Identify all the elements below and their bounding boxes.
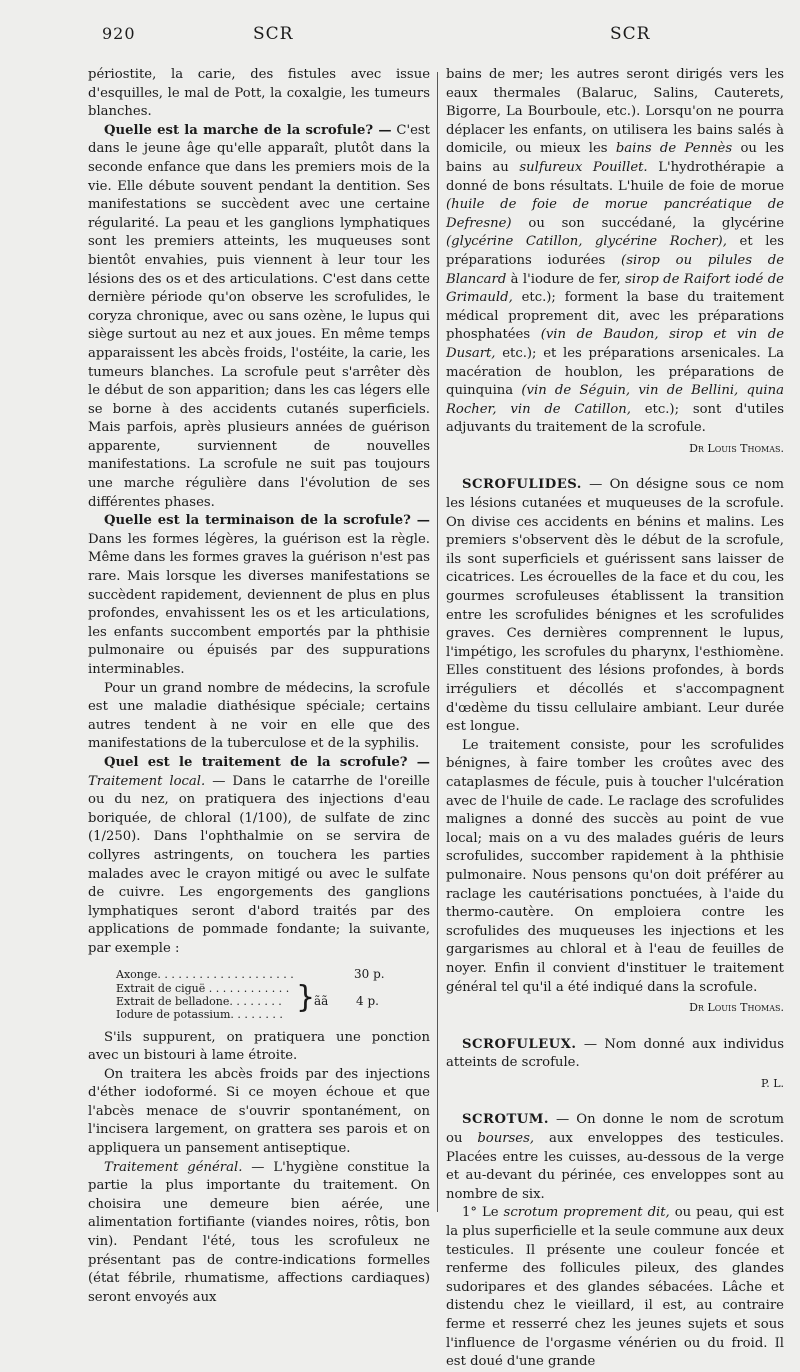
- italic-text: bourses,: [477, 1131, 535, 1147]
- paragraph: Le traitement consiste, pour les scrofulides bénignes, à faire tomber les croûtes avec des cataplasmes de fécule, puis à toucher l'ulcération avec de l'huile de cade. Le raclage des scrofulides malignes a donné des succès au point de vue local; mais on a vu des malades guéris de leurs scrofulides, succomber rapidement à la phthisie pulmonaire. Nous pensons qu'on doit préférer au raclage les cautérisations ponctuées, à l'aide du thermo-cautère. On emploiera contre les scrofulides des muqueuses les injections et les gargarismes au chloral et à l'eau de feuilles de noyer. Enfin il convient d'instituer le traitement général tel qu'il a été indiqué dans la scrofule.: [446, 737, 784, 995]
- signature: P. L.: [761, 1076, 784, 1090]
- paragraph-marche: [88, 122, 430, 512]
- recipe-line: Extrait de ciguë . . . . . . . . . . . .: [116, 981, 290, 995]
- paragraph-terminaison: [88, 512, 430, 679]
- column-rule: [437, 72, 438, 1212]
- left-column: [88, 66, 430, 1307]
- recipe-line: Iodure de potassium. . . . . . . .: [116, 1007, 283, 1021]
- italic-text: sirop de Raifort iodé de Grimauld,: [446, 271, 784, 306]
- entry-heading: SCROFULEUX.: [462, 1036, 577, 1052]
- question-heading: Quelle est la terminaison de la scrofule? —: [104, 513, 430, 529]
- paragraph-scrotum: [446, 1204, 784, 1371]
- paragraph-text: — Dans le catarrhe de l'oreille ou du nez, on pratiquera des injections d'eau boriquée, de chloral (1/100), de sulfate de zinc (1/250). Dans l'ophthalmie on se servira de collyres astringents, on touchera les parties malades avec le crayon mitigé ou avec le sulfate de cuivre. Les engorgements des ganglions lymphatiques seront d'abord traités par des applications de pommade fondante; la suivante, par exemple :: [88, 773, 430, 956]
- text: etc.); sont d'utiles adjuvants du traitement de la scrofule.: [446, 401, 784, 436]
- text: bains de mer; les autres seront dirigés vers les eaux thermales (Balaruc, Salins, Cauterets, Bigorre, La Bourboule, etc.). Lorsqu'on ne pourra déplacer les enfants, on utilisera les bains salés à domicile, ou mieux les: [446, 67, 784, 157]
- paragraph-traitement: [88, 754, 430, 959]
- recipe-amount: 4 p.: [356, 993, 379, 1008]
- paragraph: Pour un grand nombre de médecins, la scrofule est une maladie diathésique spéciale; certains autres tendent à ne voir en elle que des manifestations de la tuberculose et de la syphilis.: [88, 680, 430, 752]
- right-column: [446, 66, 784, 1372]
- paragraph: On traitera les abcès froids par des injections d'éther iodoformé. Si ce moyen échoue et que l'abcès menace de s'ouvrir spontanément, on l'incisera largement, on grattera ses parois et on appliquera un pansement antiseptique.: [88, 1066, 430, 1157]
- italic-text: (sirop ou pilules de Blancard: [446, 252, 784, 287]
- subheading: Traitement local.: [88, 773, 206, 789]
- signature: Dr Louis Thomas.: [689, 1001, 784, 1015]
- paragraph-continuation: [446, 66, 784, 438]
- recipe-line: Extrait de belladone. . . . . . . .: [116, 994, 282, 1008]
- paragraph-text: — On désigne sous ce nom les lésions cutanées et muqueuses de la scrofule. On divise ces accidents en bénins et malins. Les premiers s'observent dès le début de la scrofule, ils sont superficiels et guérissent sans laisser de cicatrices. Les écrouelles de la face et du cou, les gourmes scrofuleuses établissent la transition entre les scrofulides bénignes et les scrofulides graves. Ces dernières comprennent le lupus, l'impétigo, les scrofules du pharynx, l'esthiomène. Elles constituent des lésions profondes, à bords irréguliers et décollés et s'accompagnent d'œdème du tissu cellulaire ambiant. Leur durée est longue.: [446, 477, 784, 735]
- paragraph-text: Dans les formes légères, la guérison est la règle. Même dans les formes graves la guérison n'est pas rare. Mais lorsque les diverses manifestations se succèdent rapidement, deviennent de plus en plus profondes, envahissent les os et les articulations, les enfants succombent emportés par la phthisie pulmonaire ou épuisés par des suppurations interminables.: [88, 531, 430, 677]
- recipe-line: Axonge. . . . . . . . . . . . . . . . . . . .: [116, 967, 294, 981]
- paragraph-text: C'est dans le jeune âge qu'elle apparaît, plutôt dans la seconde enfance que dans les premiers mois de la vie. Elle débute souvent pendant la dentition. Ses manifestations se succèdent avec une certaine régularité. La peau et les ganglions lymphatiques sont les premiers atteints, les muqueuses sont bientôt envahies, puis viennent à leur tour les lésions des os et des articulations. C'est dans cette dernière période qu'on observe les scrofulides, le coryza chronique, avec ou sans ozène, le lupus qui siège surtout au nez et aux joues. En même temps apparaissent les abcès froids, l'ostéite, la carie, les tumeurs blanches. La scrofule peut s'arrêter dès le début de son apparition; dans les cas légers elle se borne à des accidents cutanés superficiels. Mais parfois, après plusieurs années de guérison apparente, surviennent de nouvelles manifestations. La scrofule ne suit pas toujours une marche régulière dans l'évolution de ses différentes phases.: [88, 122, 430, 510]
- paragraph: périostite, la carie, des fistules avec issue d'esquilles, le mal de Pott, la coxalgie, les tumeurs blanches.: [88, 67, 430, 120]
- italic-text: (glycérine Catillon, glycérine Rocher),: [446, 234, 727, 250]
- entry-scrofulides: [446, 476, 784, 736]
- paragraph: S'ils suppurent, on pratiquera une ponction avec un bistouri à lame étroite.: [88, 1029, 430, 1064]
- italic-text: (vin de Séguin, vin de Bellini, quina Rocher, vin de Catillon,: [446, 383, 784, 417]
- signature: Dr Louis Thomas.: [689, 441, 784, 455]
- text: — On donne le nom de scrotum ou: [446, 1112, 784, 1147]
- running-head-right: SCR: [610, 24, 651, 44]
- question-heading: Quelle est la marche de la scrofule? —: [104, 122, 392, 138]
- running-head-left: SCR: [253, 24, 294, 44]
- paragraph-text: — Nom donné aux individus atteints de scrofule.: [446, 1036, 784, 1071]
- text: ou peau, qui est la plus superficielle et la seule commune aux deux testicules. Il présente une couleur foncée et renferme des follicules pileux, des glandes sudoripares et des glandes sébacées. Lâche et distendu chez le vieillard, il est, au contraire ferme et resserré chez les jeunes sujets et sous l'influence de l'orgasme vénérien ou du froid. Il est doué d'une grande: [446, 1205, 784, 1370]
- text: etc.); et les préparations arsenicales. La macération de houblon, les préparations de quinquina: [446, 345, 784, 399]
- text: à l'iodure de fer,: [510, 271, 621, 287]
- italic-text: bains de Pennès: [615, 141, 733, 157]
- recipe-aa: ãã: [314, 993, 329, 1008]
- text: L'hydrothérapie a donné de bons résultats. L'huile de foie de morue: [446, 159, 784, 194]
- italic-text: (vin de Baudon, sirop et vin de Dusart,: [446, 327, 784, 361]
- italic-text: scrotum proprement dit,: [503, 1205, 670, 1221]
- text: ou les bains au: [446, 141, 784, 175]
- entry-scrofuleux: [446, 1036, 784, 1073]
- brace-symbol: }: [296, 979, 316, 1015]
- entry-heading: SCROFULIDES.: [462, 477, 582, 493]
- text: etc.); forment la base du traitement médical proprement dit, avec les préparations phosphatées: [446, 290, 784, 343]
- page-number: 920: [102, 24, 136, 43]
- entry-heading: SCROTUM.: [462, 1112, 549, 1128]
- paragraph-text: — L'hygiène constitue la partie la plus importante du traitement. On choisira une demeure bien aérée, une alimentation fortifiante (viandes noires, rôtis, bon vin). Pendant l'été, tous les scrofuleux ne présentant pas de contre-indications formelles (état fébrile, rhumatisme, affections cardiaques) seront envoyés aux: [88, 1159, 430, 1305]
- text: 1° Le: [462, 1205, 499, 1221]
- text: aux enveloppes des testicules. Placées entre les cuisses, au-dessous de la verge et au-devant du périnée, ces enveloppes sont au nombre de six.: [446, 1131, 784, 1202]
- entry-scrotum: [446, 1111, 784, 1204]
- text: ou son succédané, la glycérine: [528, 215, 784, 231]
- recipe-table: [116, 967, 430, 1019]
- text: et les préparations iodurées: [446, 234, 785, 268]
- recipe-amount: 30 p.: [354, 966, 385, 981]
- italic-text: (huile de foie de morue pancréatique de Defresne): [446, 197, 784, 231]
- subheading: Traitement général.: [104, 1159, 243, 1175]
- question-heading: Quel est le traitement de la scrofule? —: [104, 754, 430, 770]
- italic-text: sulfureux Pouillet.: [519, 159, 648, 175]
- paragraph-general: [88, 1159, 430, 1308]
